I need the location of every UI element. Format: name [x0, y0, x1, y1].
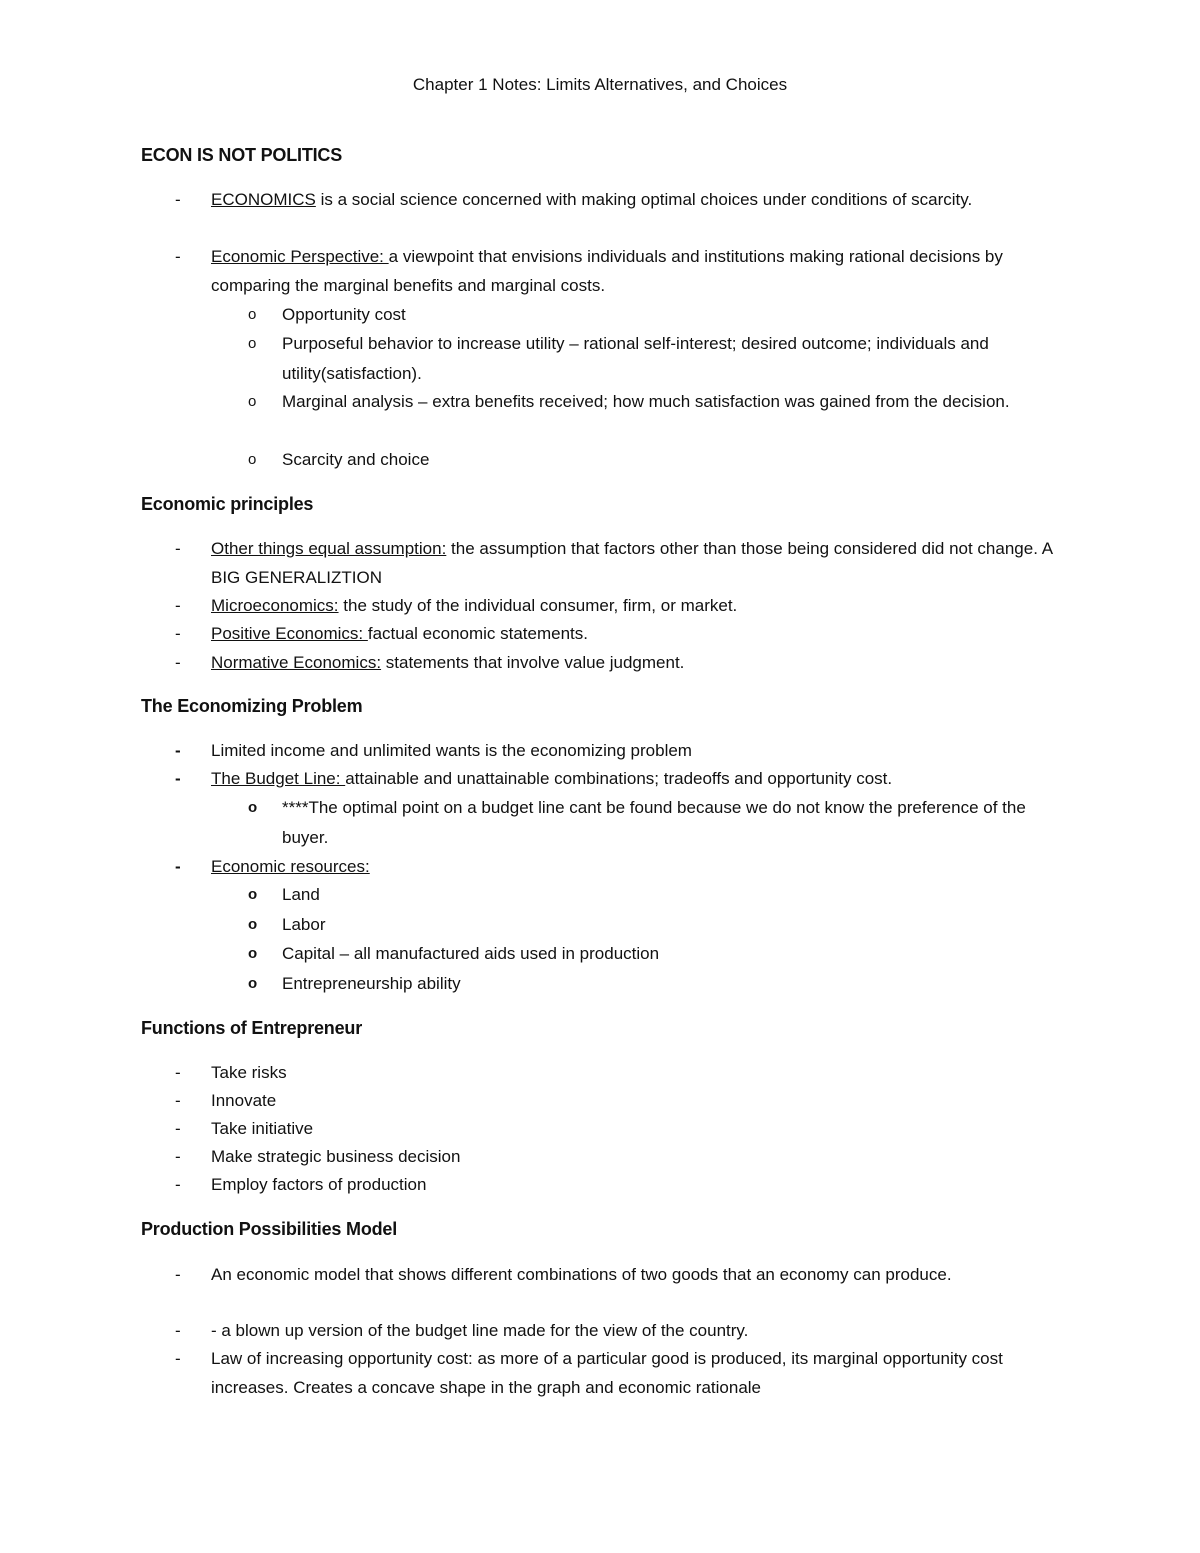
term-normative-economics: Normative Economics:	[211, 653, 382, 672]
bullet-marker: -	[175, 1265, 181, 1284]
list-item-other-things-equal	[211, 534, 1071, 592]
section-heading-economizing-problem: The Economizing Problem	[141, 696, 363, 716]
list-item-normative-economics	[211, 648, 1071, 677]
list-item-economics	[211, 185, 1071, 214]
term-microeconomics: Microeconomics:	[211, 596, 339, 615]
sub-item-labor: Labor	[282, 915, 326, 934]
sub-item-land: Land	[282, 885, 320, 904]
bullet-marker: -	[175, 653, 181, 672]
page-title: Chapter 1 Notes: Limits Alternatives, and Choices	[412, 75, 788, 94]
bullet-marker: -	[175, 1175, 181, 1194]
section-heading-functions-entrepreneur: Functions of Entrepreneur	[141, 1018, 363, 1038]
bullet-marker: -	[175, 741, 181, 760]
sub-bullet-marker: o	[248, 886, 258, 903]
sub-item-purposeful-behavior: Purposeful behavior to increase utility – rational self-interest; desired outcome; individuals and utility(satisfaction).	[282, 334, 989, 383]
definition-text: statements that involve value judgment.	[381, 653, 685, 672]
bullet-marker: -	[175, 624, 181, 643]
bullet-marker: -	[175, 1147, 181, 1166]
definition-text: a viewpoint that envisions individuals and institutions making rational decisions by comparing the marginal benefits and marginal costs.	[211, 247, 1003, 295]
bullet-marker: -	[175, 1119, 181, 1138]
sub-bullet-marker: o	[248, 975, 258, 992]
term-positive-economics: Positive Economics:	[211, 624, 368, 643]
definition-text: is a social science concerned with making optimal choices under conditions of scarcity.	[315, 190, 973, 209]
list-item-economic-perspective	[211, 242, 1071, 300]
sub-item-scarcity-choice: Scarcity and choice	[282, 450, 430, 469]
bullet-marker: -	[175, 1063, 181, 1082]
sub-bullet-marker: o	[248, 799, 258, 816]
list-item-take-initiative: Take initiative	[211, 1119, 314, 1138]
definition-text: factual economic statements.	[367, 624, 589, 643]
section-heading-economic-principles: Economic principles	[141, 494, 314, 514]
definition-text: attainable and unattainable combinations; tradeoffs and opportunity cost.	[345, 769, 893, 788]
bullet-marker: -	[175, 247, 181, 266]
list-item-positive-economics	[211, 619, 1071, 648]
bullet-marker: -	[175, 1349, 181, 1368]
term-budget-line: The Budget Line:	[211, 769, 346, 788]
bullet-marker: -	[175, 539, 181, 558]
term-economic-perspective: Economic Perspective:	[211, 247, 389, 266]
bullet-marker: -	[175, 769, 181, 788]
sub-item-entrepreneurship: Entrepreneurship ability	[282, 974, 461, 993]
section-heading-econ-not-politics: ECON IS NOT POLITICS	[141, 145, 343, 165]
definition-text: the study of the individual consumer, firm, or market.	[338, 596, 738, 615]
term-economics: ECONOMICS	[211, 190, 316, 209]
sub-bullet-marker: o	[248, 945, 258, 962]
sub-bullet-marker: o	[248, 335, 257, 352]
list-item-blown-up-version: - a blown up version of the budget line made for the view of the country.	[211, 1321, 749, 1340]
list-item-microeconomics	[211, 591, 1071, 620]
bullet-marker: -	[175, 596, 181, 615]
list-item-take-risks: Take risks	[211, 1063, 287, 1082]
definition-text: the assumption that factors other than those being considered did not change. A BIG GENERALIZTION	[211, 539, 1053, 587]
bullet-marker: -	[175, 190, 181, 209]
sub-bullet-marker: o	[248, 306, 257, 323]
list-item-strategic-decision: Make strategic business decision	[211, 1147, 461, 1166]
list-item-innovate: Innovate	[211, 1091, 277, 1110]
bullet-marker: -	[175, 857, 181, 876]
bullet-marker: -	[175, 1091, 181, 1110]
sub-bullet-marker: o	[248, 393, 257, 410]
sub-item-marginal-analysis: Marginal analysis – extra benefits received; how much satisfaction was gained from the decision.	[282, 392, 1010, 411]
list-item-increasing-cost: Law of increasing opportunity cost: as more of a particular good is produced, its marginal opportunity cost increases. Creates a concave shape in the graph and economic rationale	[211, 1349, 1003, 1397]
sub-bullet-marker: o	[248, 451, 257, 468]
sub-item-capital: Capital – all manufactured aids used in production	[282, 944, 660, 963]
bullet-marker: -	[175, 1321, 181, 1340]
term-economic-resources: Economic resources:	[211, 857, 370, 876]
sub-bullet-marker: o	[248, 916, 258, 933]
list-item-budget-line	[211, 764, 1071, 793]
list-item-employ-factors: Employ factors of production	[211, 1175, 427, 1194]
sub-item-opportunity-cost: Opportunity cost	[282, 305, 406, 324]
list-item-limited-income: Limited income and unlimited wants is the economizing problem	[211, 741, 692, 760]
list-item-economic-model: An economic model that shows different combinations of two goods that an economy can produce.	[211, 1265, 952, 1284]
section-heading-production-possibilities: Production Possibilities Model	[141, 1219, 398, 1239]
term-other-things-equal: Other things equal assumption:	[211, 539, 447, 558]
list-item-economic-resources	[211, 852, 1071, 881]
sub-item-optimal-point: ****The optimal point on a budget line cant be found because we do not know the preference of the buyer.	[282, 798, 1026, 847]
